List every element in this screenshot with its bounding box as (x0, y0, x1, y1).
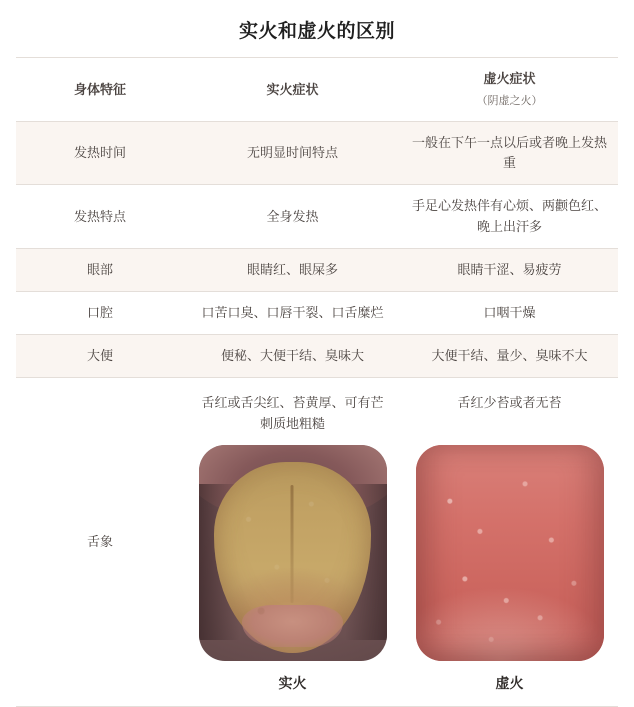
column-header-feature: 身体特征 (16, 58, 184, 122)
table-body (16, 122, 618, 707)
page-title: 实火和虚火的区别 (238, 21, 395, 42)
row-deficiency-fire-value: 一般在下午一点以后或者晚上发热重 (401, 122, 618, 185)
row-feature-label: 眼部 (16, 248, 184, 291)
row-real-fire-value: 口苦口臭、口唇干裂、口舌糜烂 (184, 291, 401, 334)
row-deficiency-fire-value: 眼睛干涩、易疲劳 (401, 248, 618, 291)
tongue-tip-highlight (242, 605, 343, 647)
column-header-real-fire: 实火症状 (184, 58, 401, 122)
row-feature-label: 发热时间 (16, 122, 184, 185)
row-real-fire-value: 全身发热 (184, 185, 401, 248)
row-real-fire-value: 便秘、大便干结、臭味大 (184, 335, 401, 378)
tongue-caption-real-fire: 实火 (278, 675, 307, 692)
row-deficiency-fire-value: 手足心发热伴有心烦、两颧色红、晚上出汗多 (401, 185, 618, 248)
table-row (16, 291, 618, 334)
table-row (16, 185, 618, 248)
row-feature-label: 大便 (16, 335, 184, 378)
tongue-image-container-deficiency-fire (416, 445, 604, 695)
tongue-midline (291, 485, 294, 603)
column-header-deficiency-fire-main: 虚火症状 (483, 71, 536, 86)
table-row (16, 248, 618, 291)
row-feature-label: 发热特点 (16, 185, 184, 248)
table-row (16, 335, 618, 378)
table-header-row (16, 58, 618, 122)
column-header-deficiency-fire-sub: （阴虚之火） (476, 95, 543, 108)
table-header (16, 58, 618, 122)
tongue-photo-real-fire (199, 445, 387, 661)
tongue-cell-real-fire (184, 378, 401, 707)
tongue-description-deficiency-fire: 舌红少苔或者无苔 (457, 395, 562, 411)
tongue-cell-deficiency-fire (401, 378, 618, 707)
row-deficiency-fire-value: 口咽干燥 (401, 291, 618, 334)
tongue-edge-shadow (416, 445, 604, 661)
tongue-image-container-real-fire (199, 445, 387, 695)
row-real-fire-value: 眼睛红、眼屎多 (184, 248, 401, 291)
row-deficiency-fire-value: 大便干结、量少、臭味不大 (401, 335, 618, 378)
tongue-photo-deficiency-fire (416, 445, 604, 661)
row-feature-label: 舌象 (16, 378, 184, 707)
table-row (16, 122, 618, 185)
tongue-description-real-fire: 舌红或舌尖红、苔黄厚、可有芒刺质地粗糙 (201, 395, 384, 431)
table-row-tongue (16, 378, 618, 707)
column-header-deficiency-fire (401, 58, 618, 122)
tongue-caption-deficiency-fire: 虚火 (495, 675, 524, 692)
row-feature-label: 口腔 (16, 291, 184, 334)
comparison-table (16, 57, 618, 707)
row-real-fire-value: 无明显时间特点 (184, 122, 401, 185)
